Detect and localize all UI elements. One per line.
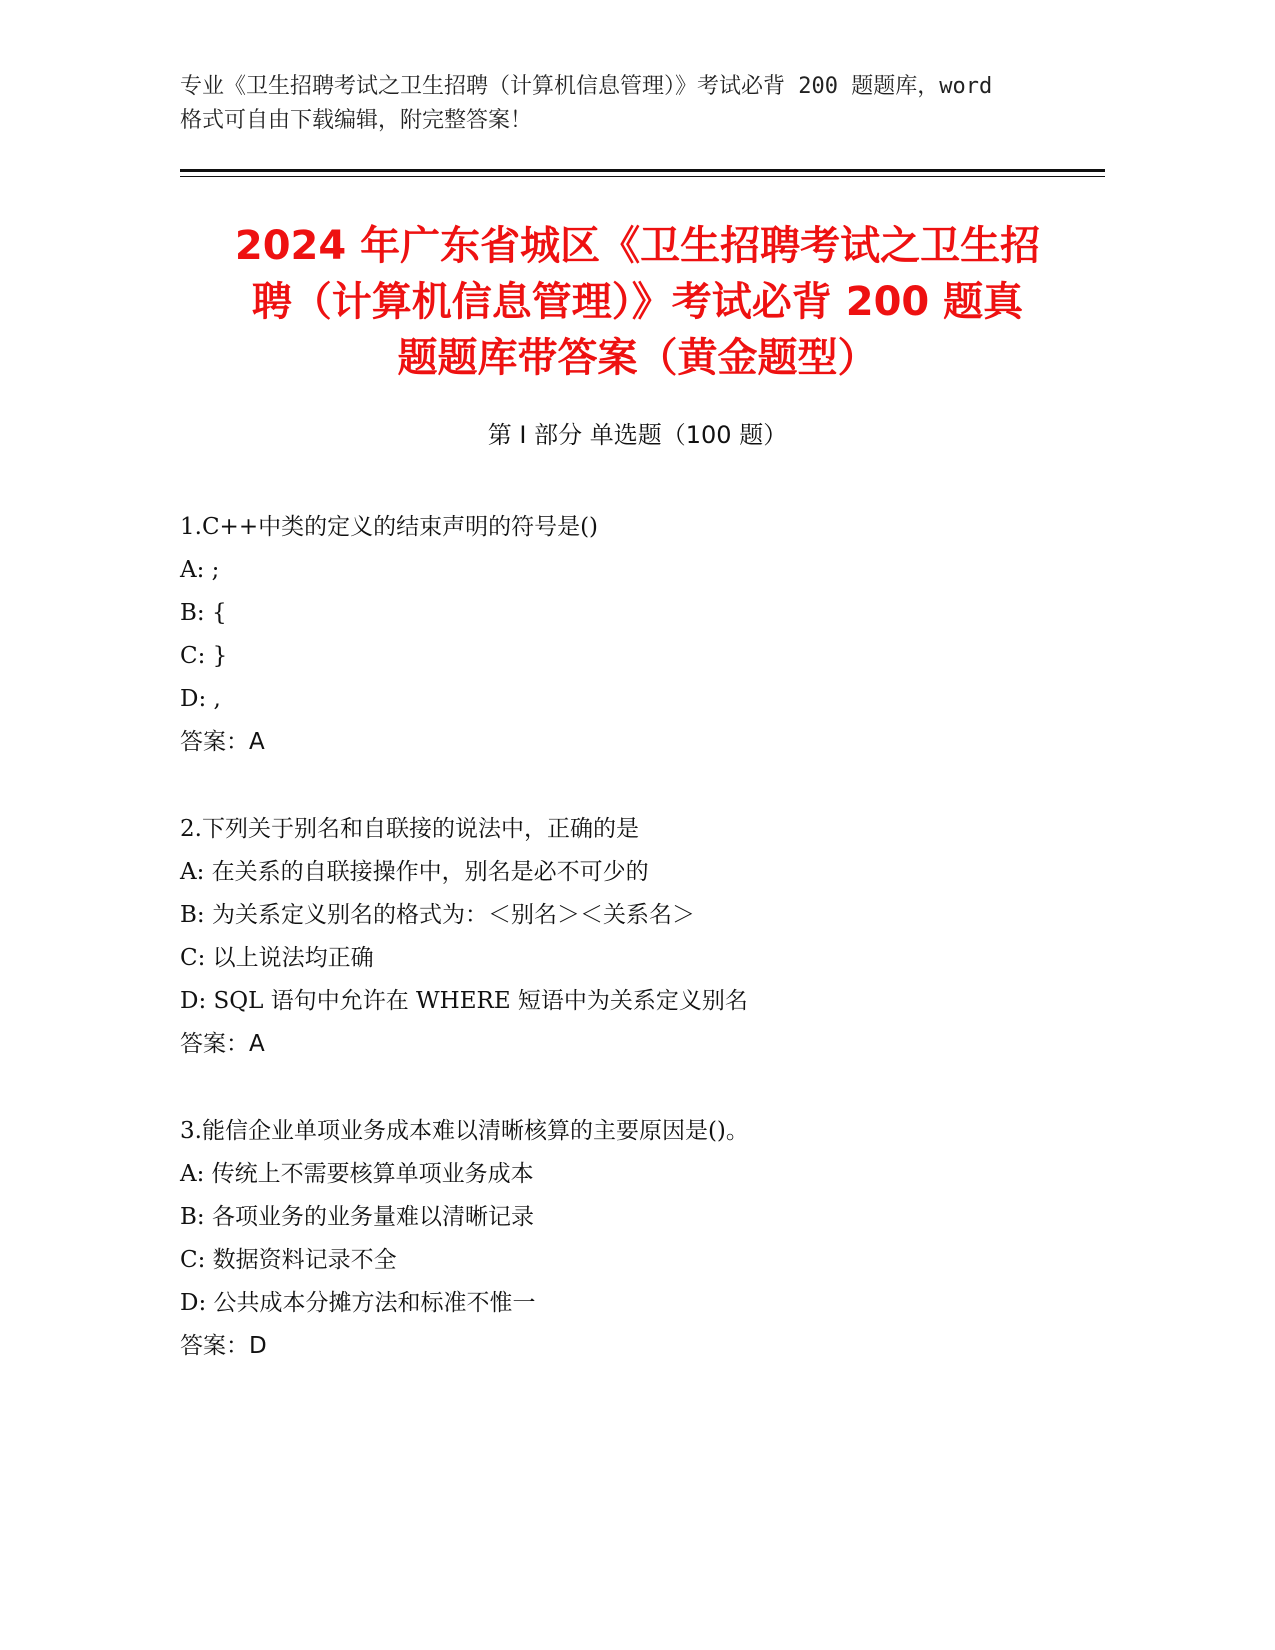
option-a: A: 传统上不需要核算单项业务成本 [180, 1161, 534, 1187]
answer-text: 答案：A [180, 1031, 265, 1057]
section-title: 第 I 部分 单选题（100 题） [487, 421, 788, 449]
question-stem: 2.下列关于别名和自联接的说法中，正确的是 [180, 816, 639, 842]
header-note-line-1: 专业《卫生招聘考试之卫生招聘（计算机信息管理）》考试必背 200 题题库，word [180, 74, 993, 99]
option-d: D: 公共成本分摊方法和标准不惟一 [180, 1290, 536, 1316]
option-c: C: } [180, 643, 228, 669]
header-note-line-2: 格式可自由下载编辑，附完整答案！ [180, 108, 533, 133]
option-c: C: 以上说法均正确 [180, 945, 374, 971]
title-line-2: 聘（计算机信息管理）》考试必背 200 题真 [251, 279, 1024, 325]
header-divider-thick [180, 169, 1105, 172]
question-stem: 1.C++中类的定义的结束声明的符号是() [180, 514, 599, 540]
option-d: D: SQL 语句中允许在 WHERE 短语中为关系定义别名 [180, 988, 748, 1014]
title-line-1: 2024 年广东省城区《卫生招聘考试之卫生招 [234, 223, 1041, 269]
question-stem: 3.能信企业单项业务成本难以清晰核算的主要原因是()。 [180, 1118, 749, 1144]
option-b: B: 为关系定义别名的格式为：＜别名＞＜关系名＞ [180, 902, 695, 928]
header-note [180, 70, 1100, 138]
option-a: A: ; [180, 557, 220, 583]
document-title [150, 218, 1125, 386]
answer-text: 答案：D [180, 1333, 267, 1359]
answer-text: 答案：A [180, 729, 265, 755]
option-b: B: 各项业务的业务量难以清晰记录 [180, 1204, 534, 1230]
option-d: D: , [180, 686, 221, 712]
question-2 [180, 808, 1140, 1066]
question-1 [180, 506, 1140, 764]
question-list [180, 506, 1140, 1412]
option-c: C: 数据资料记录不全 [180, 1247, 397, 1273]
header-divider-thin [180, 176, 1105, 177]
title-line-3: 题题库带答案（黄金题型） [397, 335, 878, 381]
option-b: B: { [180, 600, 227, 626]
option-a: A: 在关系的自联接操作中，别名是必不可少的 [180, 859, 649, 885]
question-3 [180, 1110, 1140, 1368]
